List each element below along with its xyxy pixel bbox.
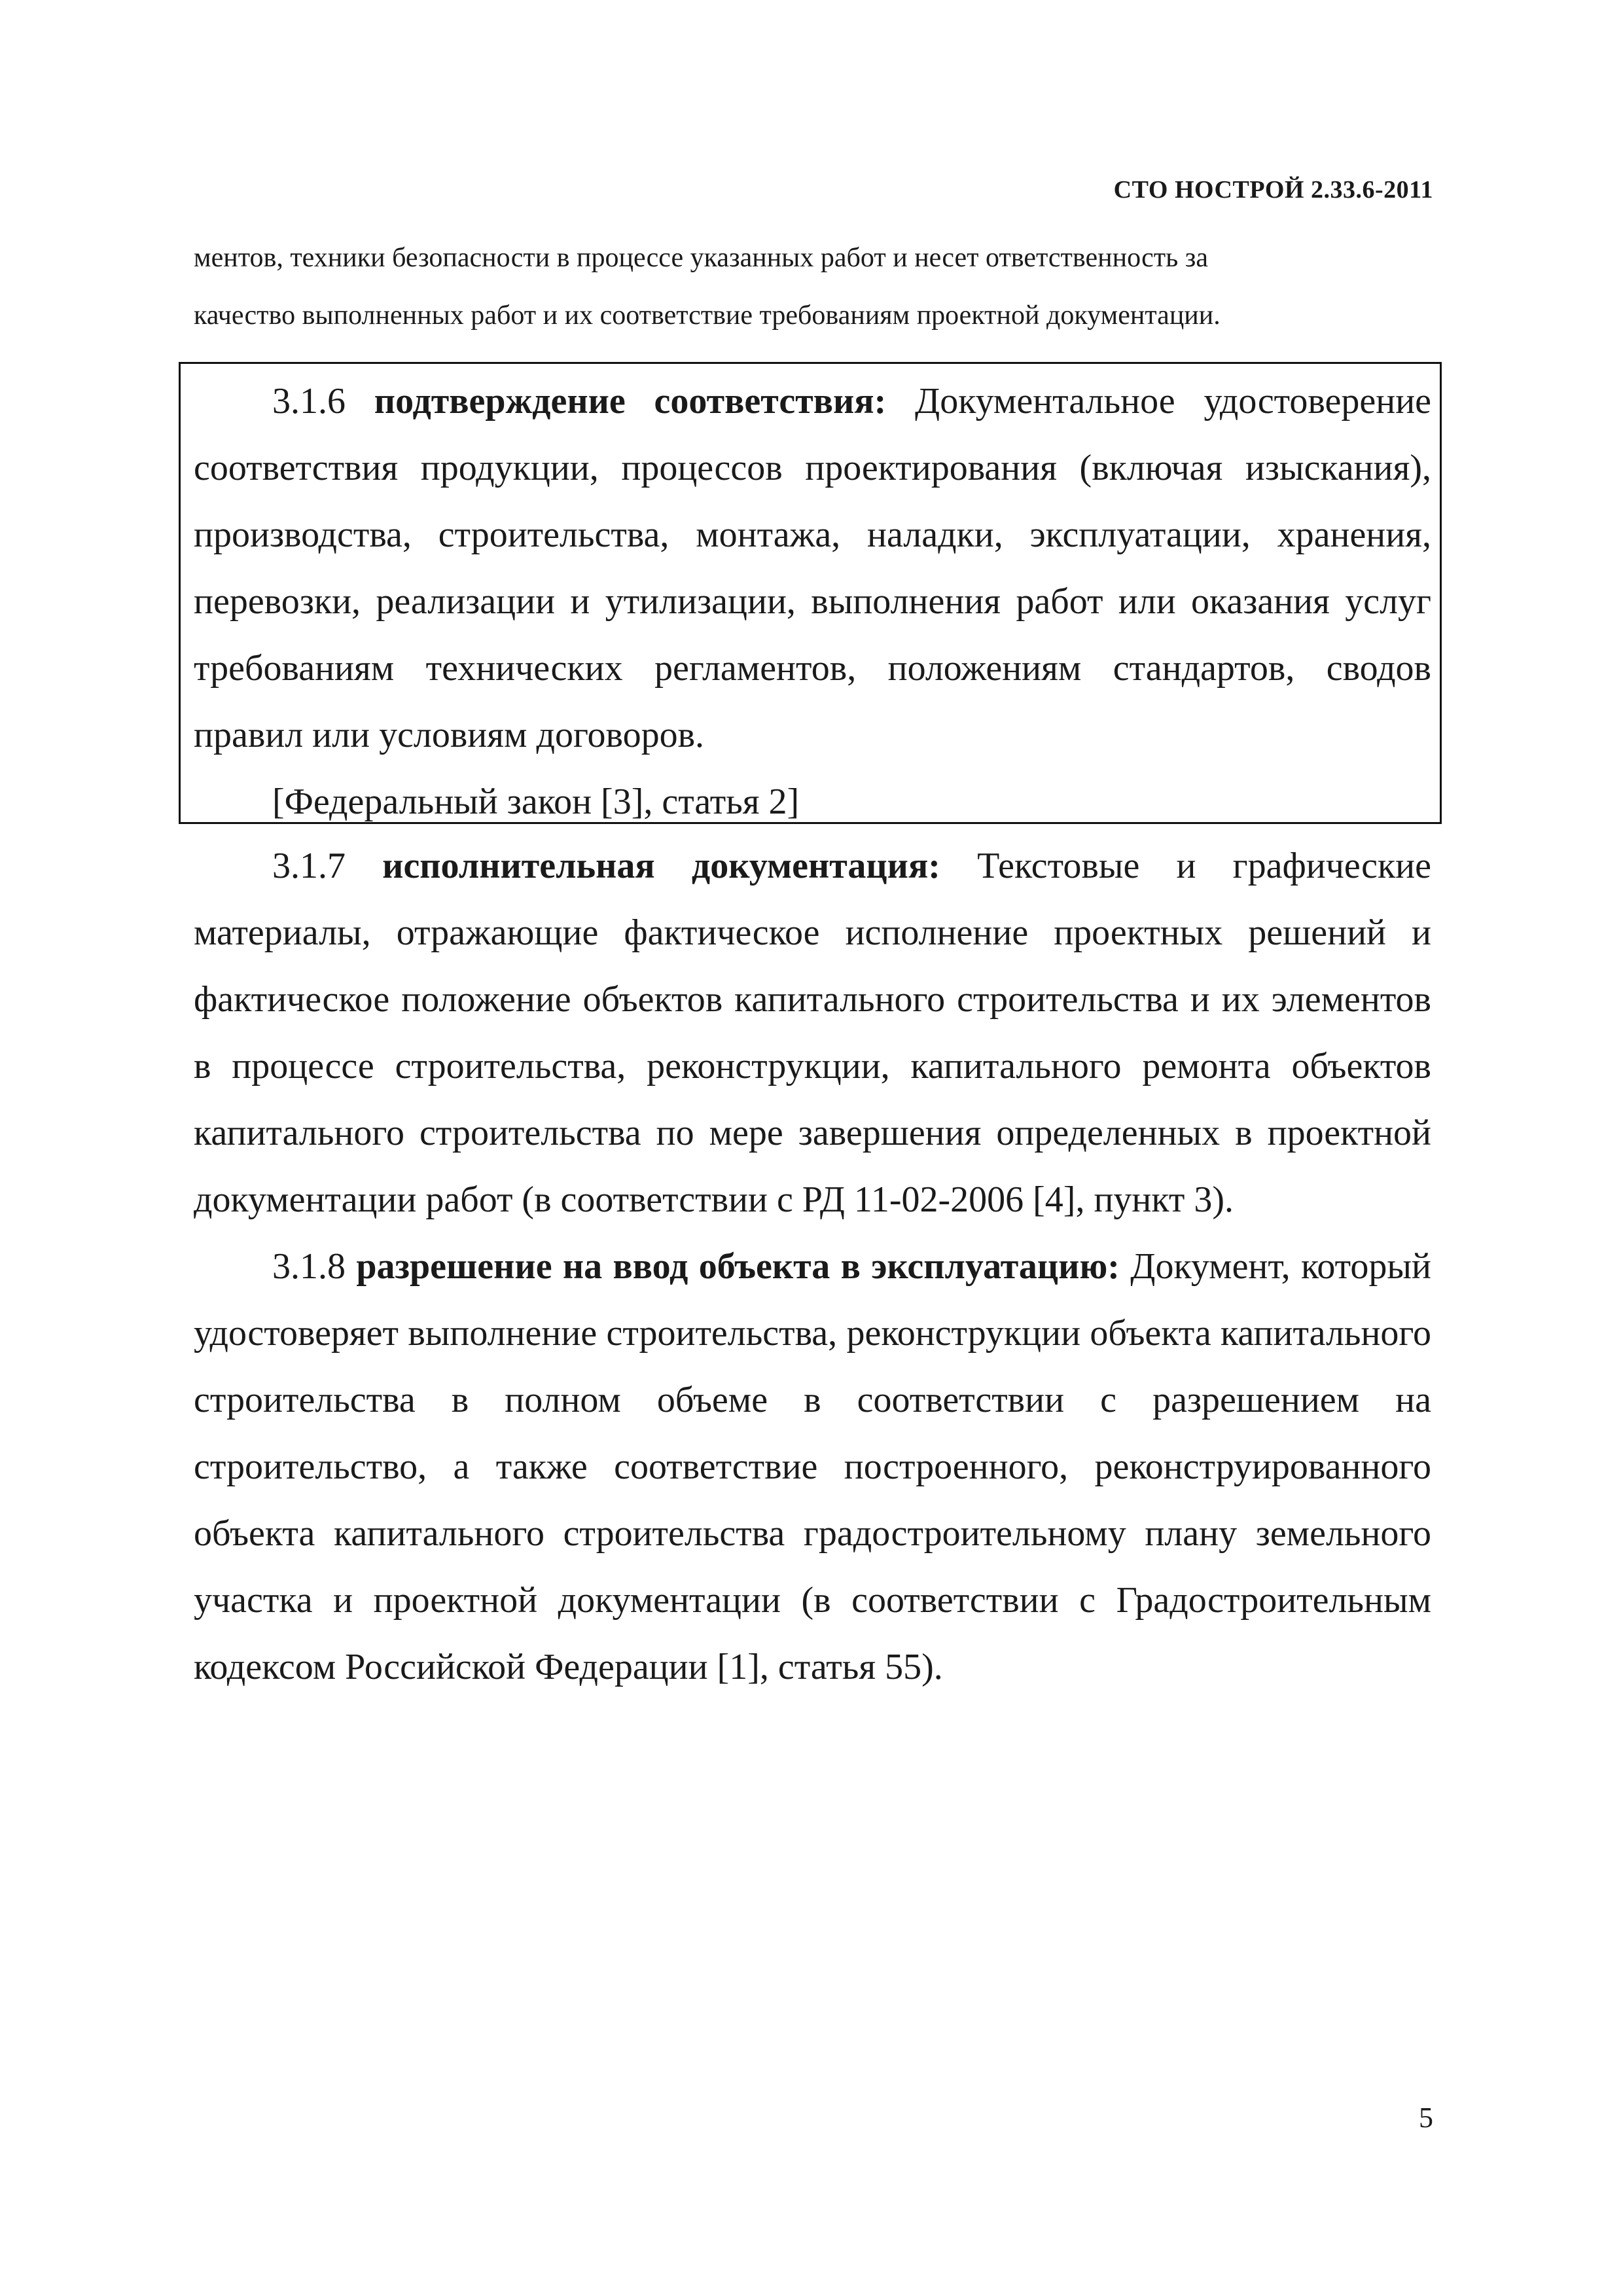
definition-3-1-6 (194, 368, 1431, 768)
definition-3-1-8 (194, 1233, 1431, 1700)
definition-term: подтверждение соответствия: (374, 381, 887, 422)
intro-line-1: ментов, техники безопасности в процессе указанных работ и несет ответственность за (194, 243, 1209, 273)
page-number: 5 (1419, 2102, 1433, 2134)
definition-text: Документ, который удостоверяет выполнение строительства, реконструкции объекта капитального строительства в полном объеме в соответствии с разрешением на строительство, а также соответствие построенного, реконструированного объекта капитального строительства градостроительному плану земельного участка и проектной документации (в соответствии с Градостроительным кодексом Российской Федерации [1], статья 55). (194, 1246, 1431, 1687)
definitions-body (194, 833, 1431, 1700)
definition-source: [Федеральный закон [3], статья 2] (272, 781, 800, 822)
definition-term: разрешение на ввод объекта в эксплуатацию: (356, 1246, 1120, 1287)
definition-number: 3.1.7 (272, 846, 346, 886)
definition-3-1-7 (194, 833, 1431, 1233)
highlighted-definition-box (179, 362, 1442, 824)
definition-number: 3.1.8 (272, 1246, 346, 1287)
definition-text: Текстовые и графические материалы, отражающие фактическое исполнение проектных решений и фактическое положение объектов капитального строительства и их элементов в процессе строительства, реконструкции, капитального ремонта объектов капитального строительства по мере завершения определенных в проектной документации работ (в соответствии с РД 11-02-2006 [4], пункт 3). (194, 846, 1431, 1220)
definition-term: исполнительная документация: (382, 846, 940, 886)
intro-line-2: качество выполненных работ и их соответствие требованиям проектной документации. (194, 300, 1221, 331)
definition-number: 3.1.6 (272, 381, 346, 422)
document-code: СТО НОСТРОЙ 2.33.6-2011 (1113, 176, 1433, 204)
intro-continuation (194, 229, 1433, 344)
definition-text: Документальное удостоверение соответствия продукции, процессов проектирования (включая изыскания), производства, строительства, монтажа, наладки, эксплуатации, хранения, перевозки, реализации и утилизации, выполнения работ или оказания услуг требованиям технических регламентов, положениям стандартов, сводов правил или условиям договоров. (194, 381, 1432, 755)
